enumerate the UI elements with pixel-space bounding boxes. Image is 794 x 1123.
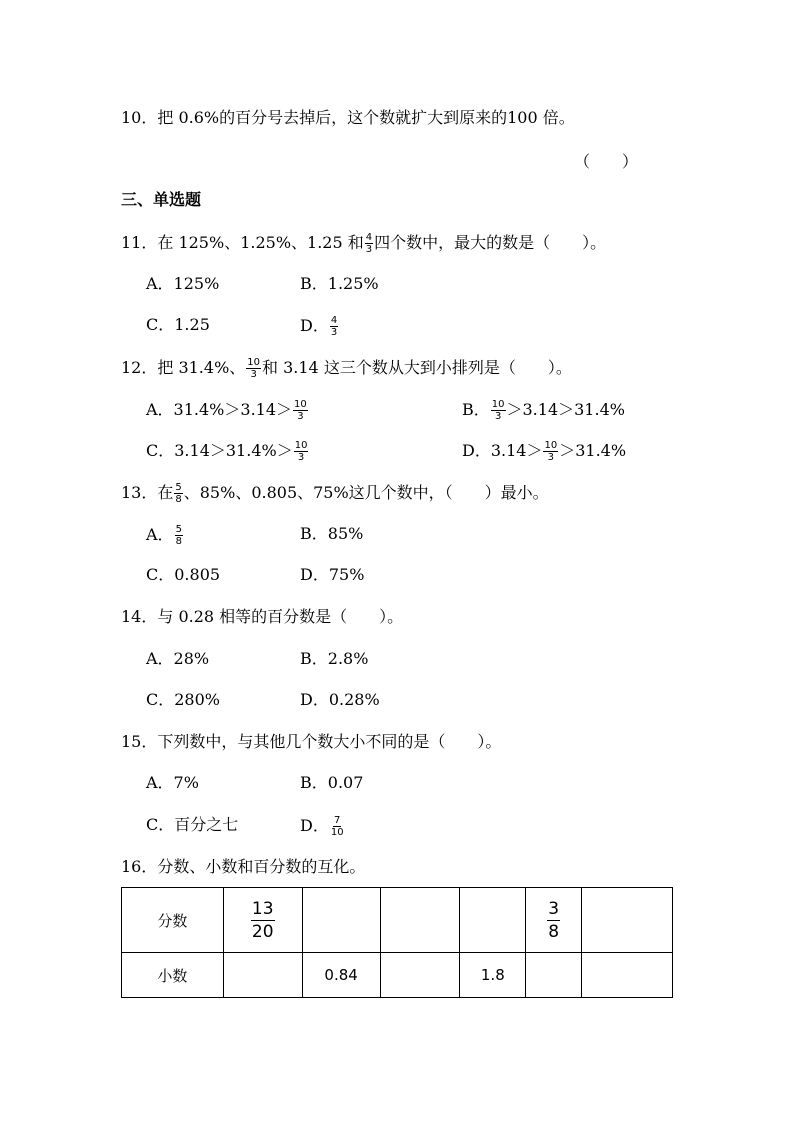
question-11: 11．在 125%、1.25%、1.25 和 $\frac{4}{3}$ 四个数中，最大的数是（ ）。	[121, 232, 607, 255]
option-d[interactable]: D．3.14＞ $\frac{10}{3}$ ＞31.4%	[462, 440, 627, 463]
option-d[interactable]: D． $\frac{4}{3}$	[300, 315, 338, 338]
option-c[interactable]: C．1.25	[146, 315, 210, 334]
fraction: $\frac{7}{10}$	[330, 815, 344, 838]
fraction: $\frac{10}{3}$	[544, 440, 558, 463]
fraction: $\frac{10}{3}$	[491, 399, 505, 422]
conversion-table	[121, 887, 673, 998]
option-a[interactable]: A．31.4%＞3.14＞ $\frac{10}{3}$	[146, 399, 307, 422]
option-a[interactable]: A．125%	[146, 274, 220, 293]
option-c[interactable]: C．百分之七	[146, 815, 239, 834]
question-10-text: 10．把 0.6%的百分号去掉后，这个数就扩大到原来的100 倍。	[121, 108, 575, 127]
table-cell-blank[interactable]	[380, 953, 460, 998]
option-a[interactable]: A． $\frac{5}{8}$	[146, 524, 182, 547]
table-cell-blank[interactable]	[223, 953, 302, 998]
table-row	[122, 953, 673, 998]
question-16: 16．分数、小数和百分数的互化。	[121, 857, 366, 876]
row-header-fraction: 分数	[122, 888, 224, 953]
option-b[interactable]: B．0.07	[300, 773, 364, 792]
option-b[interactable]: B．85%	[300, 524, 364, 543]
fraction: $\frac{5}{8}$	[175, 482, 182, 505]
option-d[interactable]: D．0.28%	[300, 690, 380, 709]
question-12: 12．把 31.4%、 $\frac{10}{3}$ 和 3.14 这三个数从大到小排列是（ ）。	[121, 357, 572, 380]
question-15: 15．下列数中，与其他几个数大小不同的是（ ）。	[121, 732, 502, 751]
option-a[interactable]: A．7%	[146, 773, 199, 792]
table-cell: 1.8	[460, 953, 526, 998]
option-c[interactable]: C．3.14＞31.4%＞ $\frac{10}{3}$	[146, 440, 308, 463]
fraction: $\frac{10}{3}$	[294, 399, 307, 422]
table-cell-blank[interactable]	[460, 888, 526, 953]
question-13: 13．在 $\frac{5}{8}$ 、85%、0.805、75%这几个数中，（ ）最小。	[121, 482, 549, 505]
fraction: $\frac{10}{3}$	[294, 440, 308, 463]
table-cell	[223, 888, 302, 953]
fraction: $\frac{3}{8}$	[548, 898, 560, 942]
option-d[interactable]: D．75%	[300, 565, 365, 584]
fraction: $\frac{4}{3}$	[330, 315, 338, 338]
table-cell	[526, 888, 582, 953]
question-10	[121, 108, 575, 128]
question-10-answer-blank: （ ）	[574, 152, 639, 171]
table-cell-blank[interactable]	[380, 888, 460, 953]
section-heading: 三、单选题	[121, 190, 202, 209]
fraction: $\frac{4}{3}$	[365, 232, 373, 255]
table-cell-blank[interactable]	[582, 953, 673, 998]
option-c[interactable]: C．280%	[146, 690, 220, 709]
fraction: $\frac{10}{3}$	[247, 357, 261, 380]
fraction: $\frac{13}{20}$	[251, 898, 274, 942]
fraction: $\frac{5}{8}$	[175, 524, 182, 547]
table-cell-blank[interactable]	[582, 888, 673, 953]
option-b[interactable]: B． $\frac{10}{3}$ ＞3.14＞31.4%	[462, 399, 625, 422]
table-cell-blank[interactable]	[302, 888, 380, 953]
table-row	[122, 888, 673, 953]
option-c[interactable]: C．0.805	[146, 565, 221, 584]
option-a[interactable]: A．28%	[146, 649, 210, 668]
option-b[interactable]: B．1.25%	[300, 274, 379, 293]
row-header-decimal: 小数	[122, 953, 224, 998]
option-b[interactable]: B．2.8%	[300, 649, 369, 668]
question-14: 14．与 0.28 相等的百分数是（ ）。	[121, 607, 404, 626]
table-cell: 0.84	[302, 953, 380, 998]
option-d[interactable]: D． $\frac{7}{10}$	[300, 815, 344, 838]
table-cell-blank[interactable]	[526, 953, 582, 998]
